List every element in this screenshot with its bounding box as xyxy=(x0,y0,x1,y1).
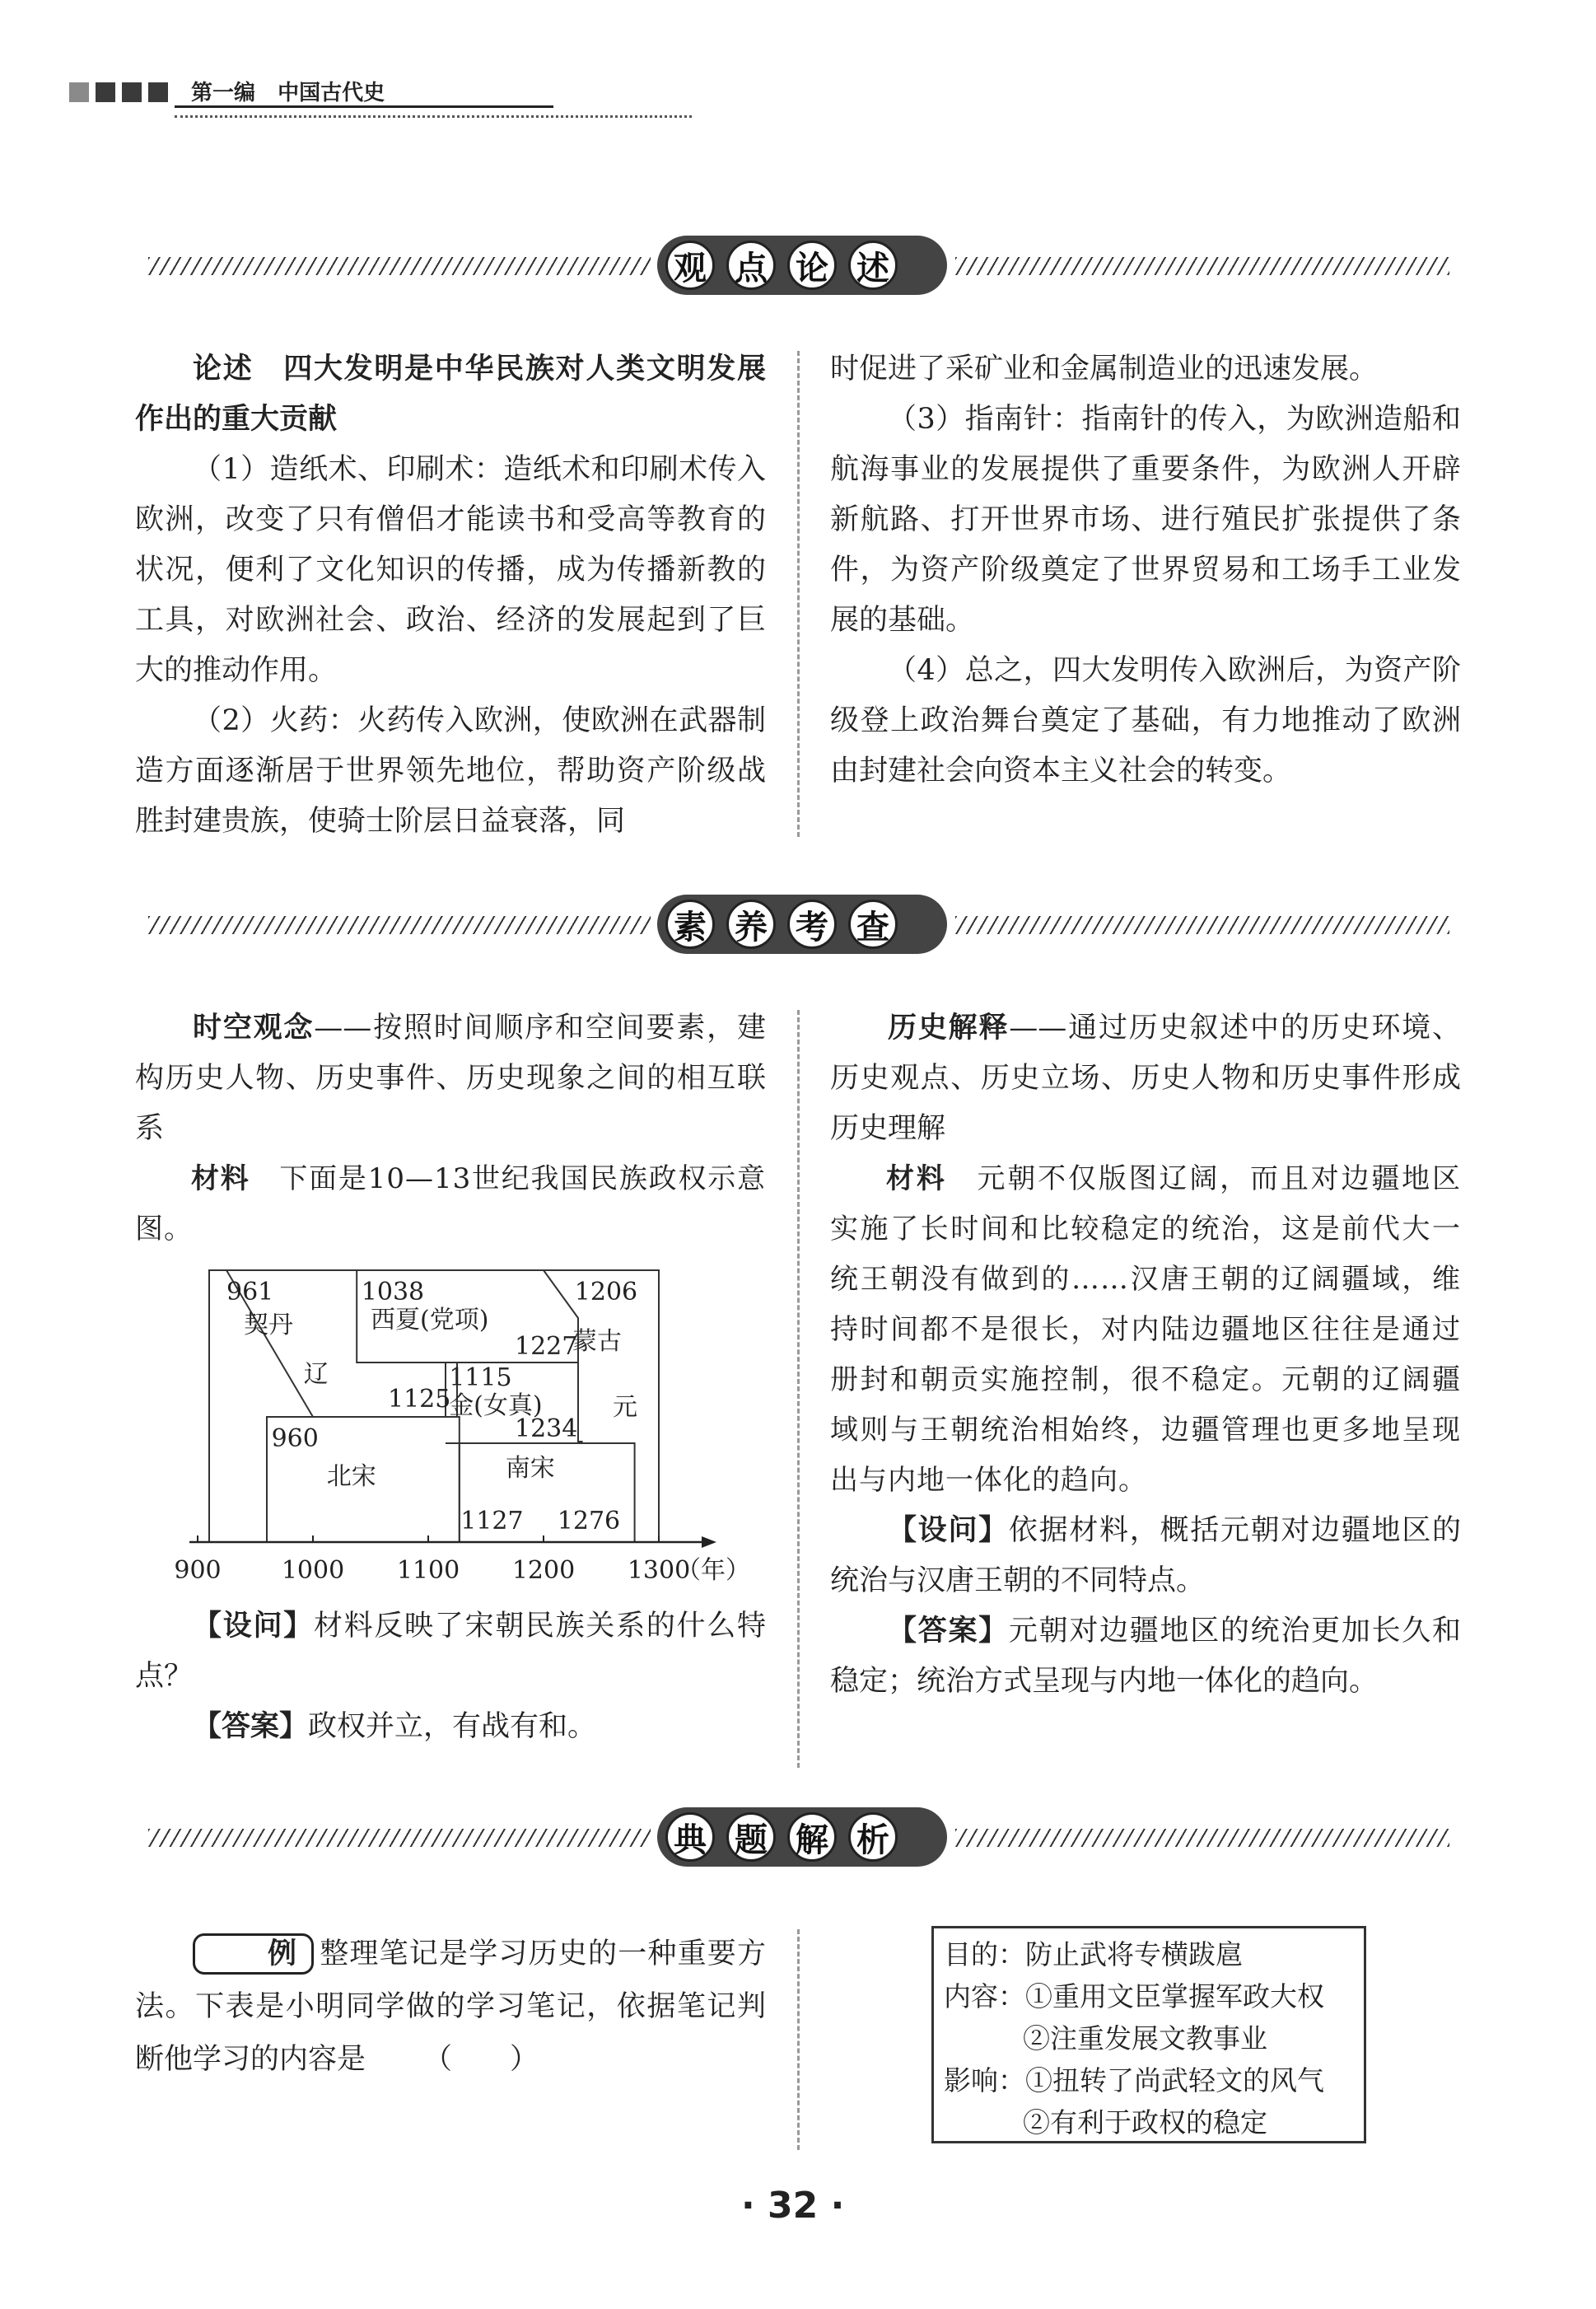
label-liao: 辽 xyxy=(303,1360,329,1389)
label-xixia-end: 1227 xyxy=(515,1332,578,1361)
example-question-text: 整理笔记是学习历史的一种重要方法。下表是小明同学做的学习笔记，依据笔记判断他学习的内容是 xyxy=(135,1937,766,2076)
section-banner-examples: 典 题 解 析 xyxy=(148,1807,1449,1867)
timeline-svg xyxy=(174,1260,759,1598)
example-badge: 例 xyxy=(193,1933,314,1975)
question-left: 【设问】材料反映了宋朝民族关系的什么特点？ xyxy=(135,1610,766,1693)
label-ssong-start: 1127 xyxy=(460,1507,524,1535)
viewpoint-heading: 论述 四大发明是中华民族对人类文明发展作出的重大贡献 xyxy=(135,353,766,436)
note-line-content-1: 内容：①重用文臣掌握军政大权 xyxy=(944,1980,1324,2012)
header-rule xyxy=(175,105,553,108)
regime-timeline-chart xyxy=(174,1260,759,1598)
label-nsong-start: 960 xyxy=(271,1424,319,1453)
viewpoint-paragraph-4: （4）总之，四大发明传入欧洲后，为资产阶级登上政治舞台奠定了基础，有力地推动了欧洲由封建社会向资本主义社会的转变。 xyxy=(830,654,1461,788)
note-line-impact-1: 影响：①扭转了尚武轻文的风气 xyxy=(944,2064,1324,2096)
concept-historical-interpretation: 历史解释——通过历史叙述中的历史环境、历史观点、历史立场、历史人物和历史事件形成历史理解 xyxy=(830,1012,1461,1145)
example-question xyxy=(135,1928,766,2086)
label-yuan: 元 xyxy=(613,1393,637,1422)
literacy-right-column xyxy=(830,1003,1461,1707)
x-tick-label: 900 xyxy=(174,1556,222,1585)
material-left: 材料 下面是10—13世纪我国民族政权示意图。 xyxy=(135,1162,767,1246)
label-nsong: 北宋 xyxy=(326,1462,376,1491)
note-line-content-2: ②注重发展文教事业 xyxy=(1023,2022,1267,2054)
column-divider xyxy=(797,1010,800,1768)
label-ssong: 南宋 xyxy=(505,1454,555,1483)
viewpoint-paragraph-3: （3）指南针：指南针的传入，为欧洲造船和航海事业的发展提供了重要条件，为欧洲人开辟新航路、打开世界市场、进行殖民扩张提供了条件，为资产阶级奠定了世界贸易和工场手工业发展的基础。 xyxy=(830,403,1461,637)
label-khitan-start: 961 xyxy=(226,1278,274,1306)
x-axis-unit: （年） xyxy=(676,1556,750,1585)
label-ssong-end: 1276 xyxy=(557,1507,621,1535)
header-dotted-line xyxy=(175,115,692,118)
label-xixia-start: 1038 xyxy=(361,1278,425,1306)
label-liao-end: 1125 xyxy=(388,1385,451,1414)
label-xixia: 西夏(党项) xyxy=(371,1306,489,1334)
literacy-left-column xyxy=(135,1003,766,1255)
note-line-purpose: 目的：防止武将专横跋扈 xyxy=(944,1938,1243,1970)
label-khitan: 契丹 xyxy=(244,1311,293,1339)
answer-parentheses: （ ） xyxy=(423,2043,539,2076)
label-jin-start: 1115 xyxy=(449,1363,512,1392)
x-tick-label: 1000 xyxy=(281,1556,345,1585)
note-line-impact-2: ②有利于政权的稳定 xyxy=(1023,2106,1267,2138)
column-divider xyxy=(797,1929,800,2150)
study-note-box xyxy=(931,1926,1366,2143)
viewpoint-paragraph-2: （2）火药：火药传入欧洲，使欧洲在武器制造方面逐渐居于世界领先地位，帮助资产阶级战胜封建贵族，使骑士阶层日益衰落，同 xyxy=(135,704,766,838)
question-right: 【设问】依据材料，概括元朝对边疆地区的统治与汉唐王朝的不同特点。 xyxy=(830,1514,1461,1597)
section-banner-viewpoint: 观 点 论 述 xyxy=(148,236,1449,295)
concept-spacetime: 时空观念——按照时间顺序和空间要素，建构历史人物、历史事件、历史现象之间的相互联系 xyxy=(135,1012,766,1145)
answer-right: 【答案】元朝对边疆地区的统治更加长久和稳定；统治方式呈现与内地一体化的趋向。 xyxy=(830,1615,1461,1698)
page-number: · 32 · xyxy=(741,2185,845,2227)
section-banner-literacy: 素 养 考 查 xyxy=(148,895,1449,954)
viewpoint-right-column xyxy=(830,344,1461,797)
header-squares xyxy=(69,82,168,102)
label-jin-end: 1234 xyxy=(515,1414,578,1443)
column-divider xyxy=(797,351,800,837)
viewpoint-paragraph-1: （1）造纸术、印刷术：造纸术和印刷术传入欧洲，改变了只有僧侣才能读书和受高等教育的状况，便利了文化知识的传播，成为传播新教的工具，对欧洲社会、政治、经济的发展起到了巨大的推动作用。 xyxy=(135,453,766,687)
answer-left: 【答案】政权并立，有战有和。 xyxy=(193,1710,597,1743)
viewpoint-left-column xyxy=(135,344,766,847)
x-tick-label: 1100 xyxy=(396,1556,460,1585)
label-mongol: 蒙古 xyxy=(572,1327,622,1356)
material-right: 材料 元朝不仅版图辽阔，而且对边疆地区实施了长时间和比较稳定的统治，这是前代大一统王朝没有做到的……汉唐王朝的辽阔疆域，维持时间都不是很长，对内陆边疆地区往往是通过册封和朝贡实施控制，很不稳定。元朝的辽阔疆域则与王朝统治相始终，边疆管理也更多地呈现出与内地一体化的趋向。 xyxy=(830,1162,1462,1497)
label-mongol-start: 1206 xyxy=(574,1278,638,1306)
x-tick-label: 1200 xyxy=(511,1556,576,1585)
x-tick-label: 1300 xyxy=(627,1556,691,1585)
x-axis-arrow xyxy=(702,1536,716,1548)
header-title: 第一编 中国古代史 xyxy=(191,81,385,105)
viewpoint-paragraph-2-continued: 时促进了采矿业和金属制造业的迅速发展。 xyxy=(830,353,1379,386)
literacy-left-qa xyxy=(135,1601,766,1752)
label-jin: 金(女真) xyxy=(449,1391,543,1420)
